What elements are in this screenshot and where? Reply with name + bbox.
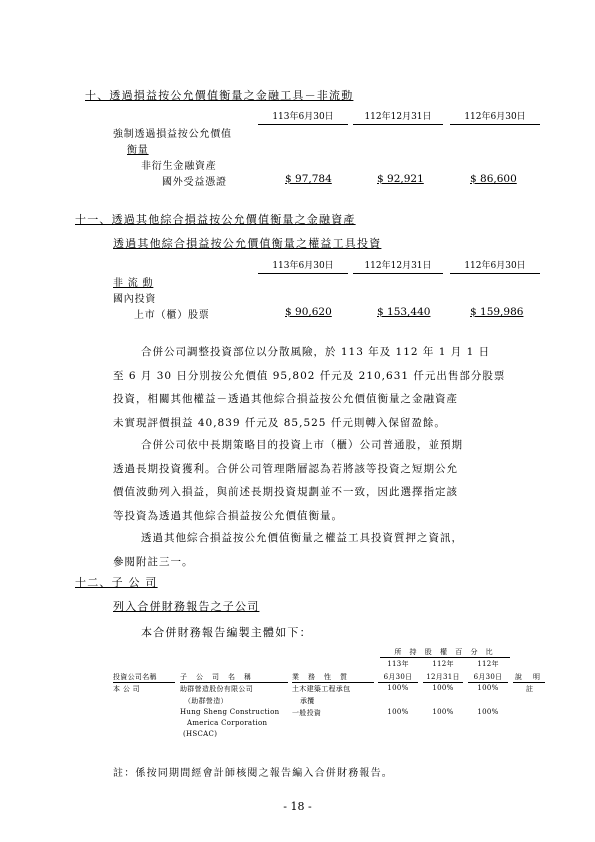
row2-pct-3: 100% — [477, 708, 499, 716]
row2-subsidiary-line-2: America Corporation — [187, 719, 268, 727]
s11-p1-line-2: 至 6 月 30 日分別按公允價值 95,802 仟元及 210,631 仟元出售部分股票 — [113, 369, 506, 382]
section-12-subheading: 列入合併財務報告之子公司 — [113, 600, 260, 613]
s11-col-3: 112年6月30日 — [464, 261, 526, 271]
col-year-2: 112年 — [432, 660, 454, 668]
s11-p2-line-3: 價值波動列入損益，與前述長期投資規劃並不一致，因此選擇指定該 — [113, 486, 458, 498]
rule-date-1 — [378, 682, 418, 683]
col-year-1: 113年 — [387, 660, 409, 668]
s11-p3-line-1: 透過其他綜合損益按公允價值衡量之權益工具投資質押之資訊， — [141, 532, 463, 544]
s11-col-2: 112年12月31日 — [364, 261, 432, 271]
s11-paragraph-1 — [113, 341, 543, 435]
col-investor: 投資公司名稱 — [113, 673, 157, 681]
s11-p2-line-4: 等投資為透過其他綜合損益按公允價值衡量。 — [113, 509, 343, 522]
row1-business-line-1: 土木建築工程承包 — [292, 685, 351, 693]
s10-col-2: 112年12月31日 — [364, 112, 432, 122]
col-date-3: 6月30日 — [473, 673, 503, 681]
col-business: 業 務 性 質 — [292, 673, 348, 681]
s11-p3-line-2: 參閱附註三一。 — [113, 555, 194, 568]
s11-col-3-rule — [450, 273, 540, 274]
rule-subsidiary — [180, 682, 288, 683]
row1-pct-2: 100% — [432, 684, 454, 692]
s11-p1-line-4: 未實現評價損益 40,839 仟元及 85,525 仟元則轉入保留盈餘。 — [113, 416, 446, 429]
rule-business — [292, 682, 374, 683]
section-12-heading: 十二、子 公 司 — [75, 576, 158, 589]
section-11-heading: 十一、透過其他綜合損益按公允價值衡量之金融資產 — [75, 213, 356, 226]
col-subsidiary: 子 公 司 名 稱 — [180, 673, 252, 681]
s11-col-1-rule — [258, 273, 348, 274]
s11-value-1: $ 90,620 — [285, 306, 332, 318]
s10-value-2: $ 92,921 — [377, 173, 424, 185]
s11-row-domestic: 國內投資 — [113, 294, 157, 305]
s10-col-3: 112年6月30日 — [464, 112, 526, 122]
row2-pct-1: 100% — [387, 708, 409, 716]
row1-pct-1: 100% — [387, 684, 409, 692]
rule-date-3 — [468, 682, 508, 683]
s11-col-1: 113年6月30日 — [272, 261, 334, 271]
ownership-header: 所 持 股 權 百 分 比 — [394, 648, 496, 656]
s10-col-2-rule — [353, 124, 443, 125]
col-date-2: 12月31日 — [426, 673, 460, 681]
s10-row-nonderivative: 非衍生金融資產 — [141, 161, 217, 172]
ownership-header-rule — [380, 657, 510, 658]
s11-paragraph-2 — [113, 434, 543, 528]
col-note: 說 明 — [515, 673, 542, 681]
row2-business: 一般投資 — [292, 709, 322, 717]
row1-pct-3: 100% — [477, 684, 499, 692]
page-number: - 18 - — [283, 800, 312, 813]
rule-date-2 — [423, 682, 463, 683]
s10-value-1: $ 97,784 — [285, 173, 332, 185]
s11-value-3: $ 159,986 — [470, 306, 524, 318]
s10-col-1-rule — [258, 124, 348, 125]
row1-investor: 本 公 司 — [113, 685, 140, 693]
s10-row-mandatory: 強制透過損益按公允價值 — [113, 129, 232, 140]
section-12-intro: 本合併財務報告編製主體如下： — [141, 626, 312, 639]
section-10-heading: 十、透過損益按公允價值衡量之金融工具－非流動 — [85, 89, 354, 102]
s11-p1-line-3: 投資，相關其他權益－透過其他綜合損益按公允價值衡量之金融資產 — [113, 393, 458, 405]
s11-row-listed-stock: 上市（櫃）股票 — [134, 310, 210, 321]
rule-investor — [113, 682, 175, 683]
rule-note — [513, 682, 545, 683]
row1-business-line-2: 承攬 — [300, 697, 315, 705]
s10-col-3-rule — [450, 124, 540, 125]
s11-p2-line-1: 合併公司依中長期策略目的投資上市（櫃）公司普通股，並預期 — [141, 439, 463, 451]
s11-value-2: $ 153,440 — [377, 306, 431, 318]
row2-subsidiary-line-3: (HSCAC) — [183, 730, 218, 738]
s10-value-3: $ 86,600 — [470, 173, 517, 185]
s11-p2-line-2: 透過長期投資獲利。合併公司管理階層認為若將該等投資之短期公允 — [113, 462, 458, 475]
footnote: 註：係按同期間經會計師核閱之報告編入合併財務報告。 — [113, 768, 393, 779]
s10-col-1: 113年6月30日 — [272, 112, 334, 122]
section-11-subheading: 透過其他綜合損益按公允價值衡量之權益工具投資 — [113, 237, 382, 250]
row2-subsidiary-line-1: Hung Sheng Construction — [180, 708, 280, 716]
s11-col-2-rule — [353, 273, 443, 274]
s11-paragraph-3 — [113, 527, 543, 574]
s11-p1-line-1: 合併公司調整投資部位以分散風險，於 113 年及 112 年 1 月 1 日 — [141, 346, 491, 358]
row1-subsidiary-line-2: （助群營造） — [184, 697, 228, 705]
s10-row-beneficiary: 國外受益憑證 — [162, 177, 227, 188]
row1-subsidiary-line-1: 助群營造股份有限公司 — [180, 685, 253, 693]
row1-note: 註 — [526, 685, 534, 693]
s11-row-noncurrent: 非 流 動 — [113, 278, 154, 289]
col-year-3: 112年 — [477, 660, 499, 668]
col-date-1: 6月30日 — [383, 673, 413, 681]
s10-row-measure: 衡量 — [127, 145, 149, 156]
row2-pct-2: 100% — [432, 708, 454, 716]
